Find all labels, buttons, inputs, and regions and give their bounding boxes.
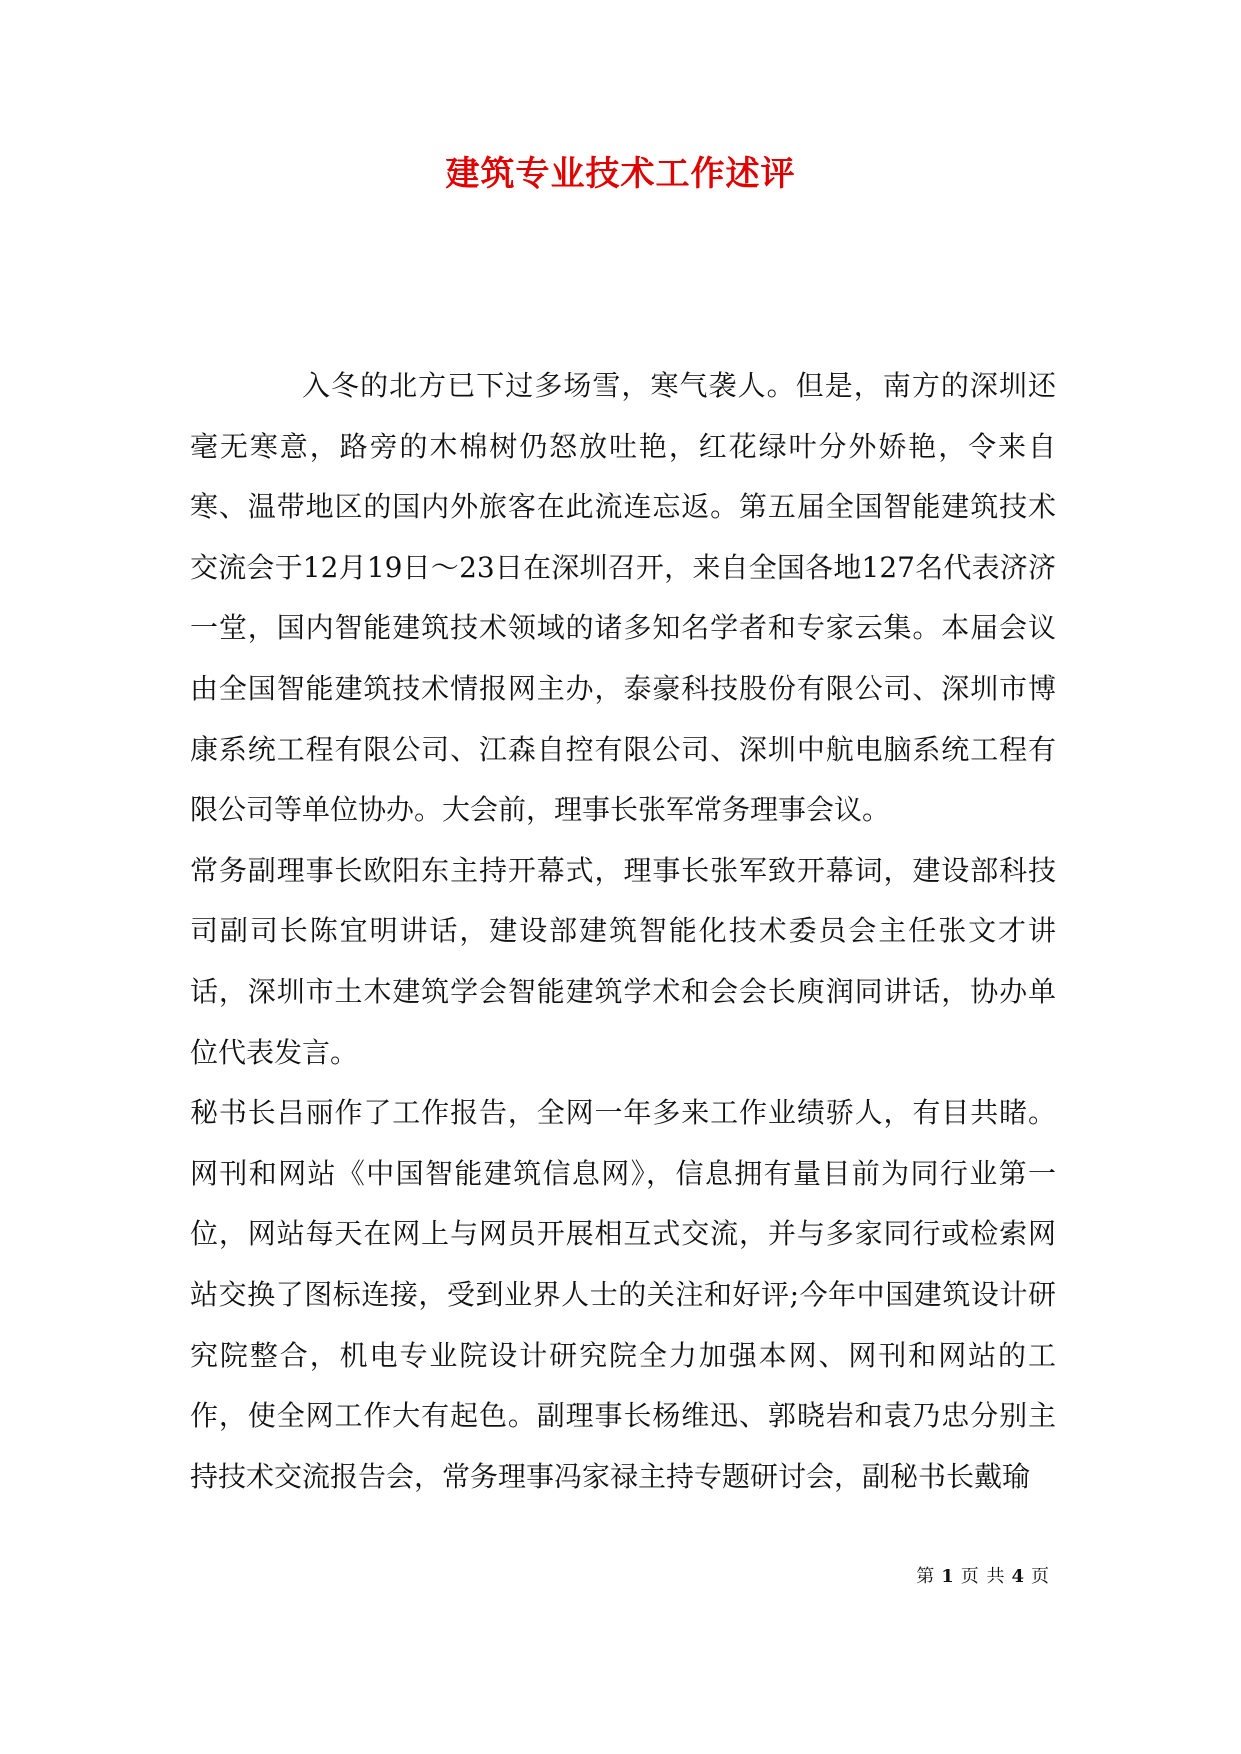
page-footer	[0, 1565, 1050, 1589]
footer-middle: 页 共	[960, 1566, 1006, 1587]
document-title: 建筑专业技术工作述评	[445, 154, 796, 194]
paragraph-opening-ceremony: 常务副理事长欧阳东主持开幕式，理事长张军致开幕词，建设部科技司副司长陈宜明讲话，建设部建筑智能化技术委员会主任张文才讲话，深圳市土木建筑学会智能建筑学术和会会长庾润同讲话，协办单位代表发言。	[190, 853, 1056, 1069]
footer-total-pages: 4	[1011, 1566, 1025, 1587]
footer-suffix: 页	[1031, 1566, 1050, 1587]
footer-page-number: 1	[941, 1566, 955, 1587]
paragraph-work-report: 秘书长吕丽作了工作报告，全网一年多来工作业绩骄人，有目共睹。网刊和网站《中国智能建筑信息网》，信息拥有量目前为同行业第一位，网站每天在网上与网员开展相互式交流，并与多家同行或检索网站交换了图标连接，受到业界人士的关注和好评;今年中国建筑设计研究院整合，机电专业院设计研究院全力加强本网、网刊和网站的工作，使全网工作大有起色。副理事长杨维迅、郭晓岩和袁乃忠分别主持技术交流报告会，常务理事冯家禄主持专题研讨会，副秘书长戴瑜	[190, 1096, 1056, 1493]
document-body	[190, 356, 1056, 1507]
paragraph-intro: 入冬的北方已下过多场雪，寒气袭人。但是，南方的深圳还毫无寒意，路旁的木棉树仍怒放吐艳，红花绿叶分外娇艳，令来自寒、温带地区的国内外旅客在此流连忘返。第五届全国智能建筑技术交流会于12月19日～23日在深圳召开，来自全国各地127名代表济济一堂，国内智能建筑技术领域的诸多知名学者和专家云集。本届会议由全国智能建筑技术情报网主办，泰豪科技股份有限公司、深圳市博康系统工程有限公司、江森自控有限公司、深圳中航电脑系统工程有限公司等单位协办。大会前，理事长张军常务理事会议。	[190, 369, 1056, 827]
footer-prefix: 第	[916, 1566, 936, 1587]
